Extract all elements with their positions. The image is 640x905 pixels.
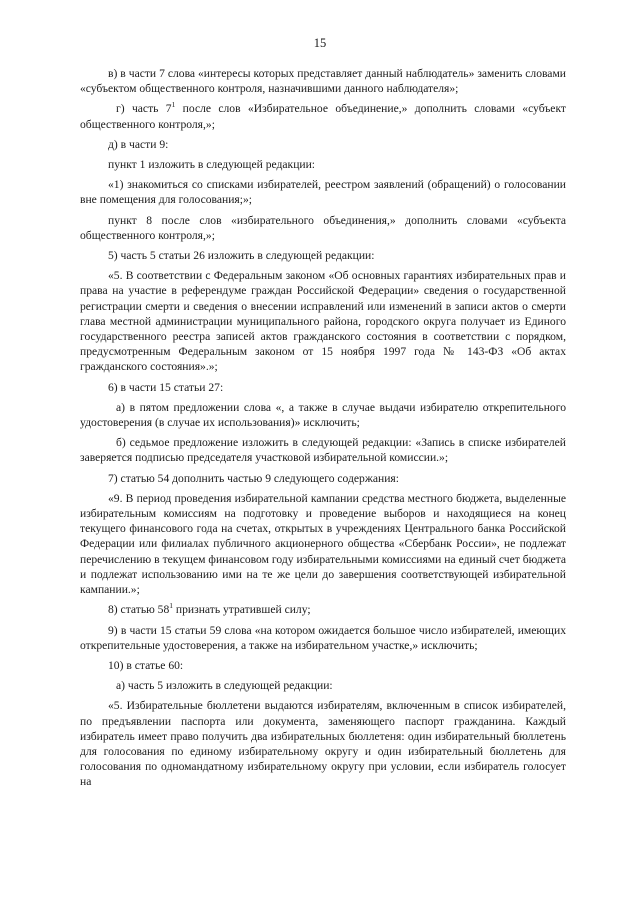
paragraph-7: 7) статью 54 дополнить частью 9 следующего содержания:	[108, 471, 399, 485]
paragraph-5-text: «5. В соответствии с Федеральным законом «Об основных гарантиях избирательных прав и права на участие в референдуме граждан Российской Федерации» сведения о государственной регистрации смерти и сведения о внесении исправлений или изменений в записи актов о смерти глава местной администрации муниципального района, городского округа получает из Единого государственного реестра записей актов гражданского состояния в соответствии с порядком, предусмотренным Федеральным законом от 15 ноября 1997 года № 143-ФЗ «Об актах гражданского состояния».»;	[80, 269, 566, 374]
paragraph-d: д) в части 9:	[108, 137, 169, 151]
document-body	[80, 66, 566, 795]
paragraph-10: 10) в статье 60:	[108, 658, 184, 672]
paragraph-g	[80, 101, 566, 131]
paragraph-g-text: г) часть 7	[116, 102, 172, 116]
paragraph-8-text: 8) статью 58	[108, 603, 170, 617]
superscript: 1	[171, 100, 176, 110]
paragraph-item8: пункт 8 после слов «избирательного объединения,» дополнить словами «субъекта общественного контроля,»;	[80, 213, 566, 242]
superscript: 1	[169, 601, 174, 611]
paragraph-10a: а) часть 5 изложить в следующей редакции:	[116, 679, 333, 693]
paragraph-item1-intro: пункт 1 изложить в следующей редакции:	[108, 158, 316, 172]
paragraph-6b: б) седьмое предложение изложить в следующей редакции: «Запись в списке избирателей заверяется подписью председателя участковой избирательной комиссии.»;	[80, 436, 566, 465]
paragraph-9: 9) в части 15 статьи 59 слова «на котором ожидается большое число избирателей, имеющих открепительные удостоверения, а также на избирательном участке,» исключить;	[80, 623, 566, 652]
page-number: 15	[313, 36, 327, 50]
paragraph-5: 5) часть 5 статьи 26 изложить в следующей редакции:	[108, 249, 375, 263]
paragraph-8	[80, 602, 566, 617]
paragraph-6a: а) в пятом предложении слова «, а также в случае выдачи избирателю открепительного удостоверения (в случае их использования)» исключить;	[80, 400, 566, 430]
paragraph-v: в) в части 7 слова «интересы которых представляет данный наблюдатель» заменить словами «субъектом общественного контроля, назначившими данного наблюдателя»;	[80, 67, 566, 96]
paragraph-item1-text: «1) знакомиться со списками избирателей, реестром заявлений (обращений) о голосовании вне помещения для голосования;»;	[80, 178, 566, 207]
paragraph-8-tail: признать утратившей силу;	[173, 603, 311, 617]
paragraph-6: 6) в части 15 статьи 27:	[108, 380, 224, 394]
paragraph-7-text: «9. В период проведения избирательной кампании средства местного бюджета, выделенные избирательным комиссиям на подготовку и проведение выборов и находящиеся на конец текущего финансового года на счетах, открытых в учреждениях Центрального банка Российской Федерации или филиалах публичного акционерного общества «Сбербанк России», не подлежат перечислению в текущем финансовом году избирательными комиссиями на единый счет бюджета и подлежат использованию ими на те же цели до завершения соответствующей избирательной кампании.»;	[80, 491, 566, 597]
paragraph-g-tail: после слов «Избирательное объединение,» дополнить словами «субъект общественного контроля,»;	[80, 102, 567, 131]
paragraph-10a-text: «5. Избирательные бюллетени выдаются избирателям, включенным в список избирателей, по предъявлении паспорта или документа, заменяющего паспорт гражданина. Каждый избиратель имеет право получить два избирательных бюллетеня: один избирательный бюллетень для голосования по единому избирательному округу и один избирательный бюллетень для голосования по одномандатному избирательному округу при условии, если избиратель голосует на	[80, 699, 566, 789]
